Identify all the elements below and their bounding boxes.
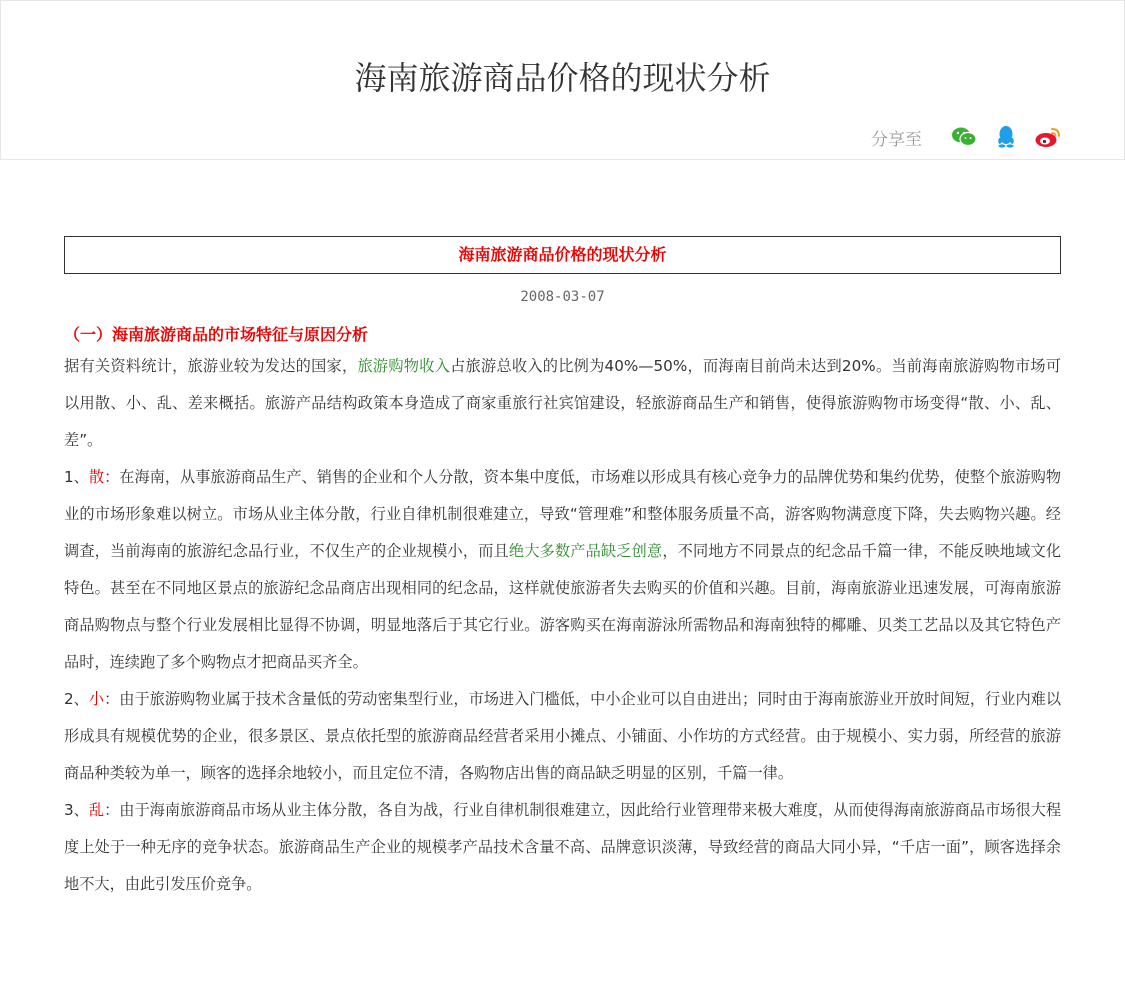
paragraph-text: ：由于旅游购物业属于技术含量低的劳动密集型行业，市场进入门槛低，中小企业可以自由进出；同时由于海南旅游业开放时间短，行业内难以形成具有规模优势的企业，很多景区、景点依托型的旅游商品经营者采用小摊点、小铺面、小作坊的方式经营。由于规模小、实力弱，所经营的旅游商品种类较为单一，顾客的选择余地较小，而且定位不清，各购物店出售的商品缺乏明显的区别，千篇一律。 bbox=[64, 690, 1062, 782]
item-keyword: 散 bbox=[88, 468, 105, 486]
article-date: 2008-03-07 bbox=[520, 289, 605, 305]
paragraph-text: 据有关资料统计，旅游业较为发达的国家， bbox=[64, 357, 358, 375]
paragraph-intro bbox=[64, 348, 1061, 459]
paragraph-text: ：在海南，从事旅游商品生产、销售的企业和个人分散，资本集中度低，市场难以形成具有核心竞争力的品牌优势和集约优势，使整个旅游购物业的市场形象难以树立。市场从业主体分散，行业自律机制很难建立，导致“管理难”和整体服务质量不高，游客购物满意度下降，失去购物兴趣。经调查，当前海南的旅游纪念品行业，不仅生产的企业规模小，而且 bbox=[64, 468, 1062, 560]
weibo-icon[interactable] bbox=[1034, 123, 1062, 151]
paragraph-chaotic bbox=[64, 792, 1061, 903]
item-keyword: 乱 bbox=[88, 801, 105, 819]
page-title: 海南旅游商品价格的现状分析 bbox=[354, 59, 771, 97]
share-bar bbox=[871, 121, 1062, 153]
item-keyword: 小 bbox=[88, 690, 105, 708]
item-number: 1、 bbox=[64, 468, 89, 486]
paragraph-text: ，不同地方不同景点的纪念品千篇一律，不能反映地域文化特色。甚至在不同地区景点的旅游纪念品商店出现相同的纪念品，这样就使旅游者失去购买的价值和兴趣。目前，海南旅游业迅速发展，可海南旅游商品购物点与整个行业发展相比显得不协调，明显地落后于其它行业。游客购买在海南游泳所需物品和海南独特的椰雕、贝类工艺品以及其它特色产品时，连续跑了多个购物点才把商品买齐全。 bbox=[64, 542, 1062, 671]
keyword-link[interactable]: 绝大多数产品缺乏创意 bbox=[508, 542, 663, 560]
paragraph-scattered bbox=[64, 459, 1061, 681]
keyword-link[interactable]: 旅游购物收入 bbox=[357, 357, 451, 375]
paragraph-text: 占旅游总收入的比例为40%—50%，而海南目前尚未达到20%。当前海南旅游购物市场可以用散、小、乱、差来概括。旅游产品结构政策本身造成了商家重旅行社宾馆建设，轻旅游商品生产和销售，使得旅游购物市场变得“散、小、乱、差”。 bbox=[64, 357, 1062, 449]
share-label: 分享至 bbox=[871, 129, 922, 150]
item-number: 3、 bbox=[64, 801, 89, 819]
section-heading: （一）海南旅游商品的市场特征与原因分析 bbox=[64, 325, 369, 344]
page-header bbox=[0, 0, 1125, 160]
qq-icon[interactable] bbox=[992, 123, 1020, 151]
article-box-title: 海南旅游商品价格的现状分析 bbox=[64, 236, 1061, 274]
paragraph-text: ：由于海南旅游商品市场从业主体分散，各自为战，行业自律机制很难建立，因此给行业管理带来极大难度，从而使得海南旅游商品市场很大程度上处于一种无序的竞争状态。旅游商品生产企业的规模孝产品技术含量不高、品牌意识淡薄，导致经营的商品大同小异，“千店一面”，顾客选择余地不大，由此引发压价竞争。 bbox=[64, 801, 1062, 893]
article-content bbox=[64, 236, 1061, 903]
item-number: 2、 bbox=[64, 690, 89, 708]
wechat-icon[interactable] bbox=[950, 123, 978, 151]
paragraph-small bbox=[64, 681, 1061, 792]
